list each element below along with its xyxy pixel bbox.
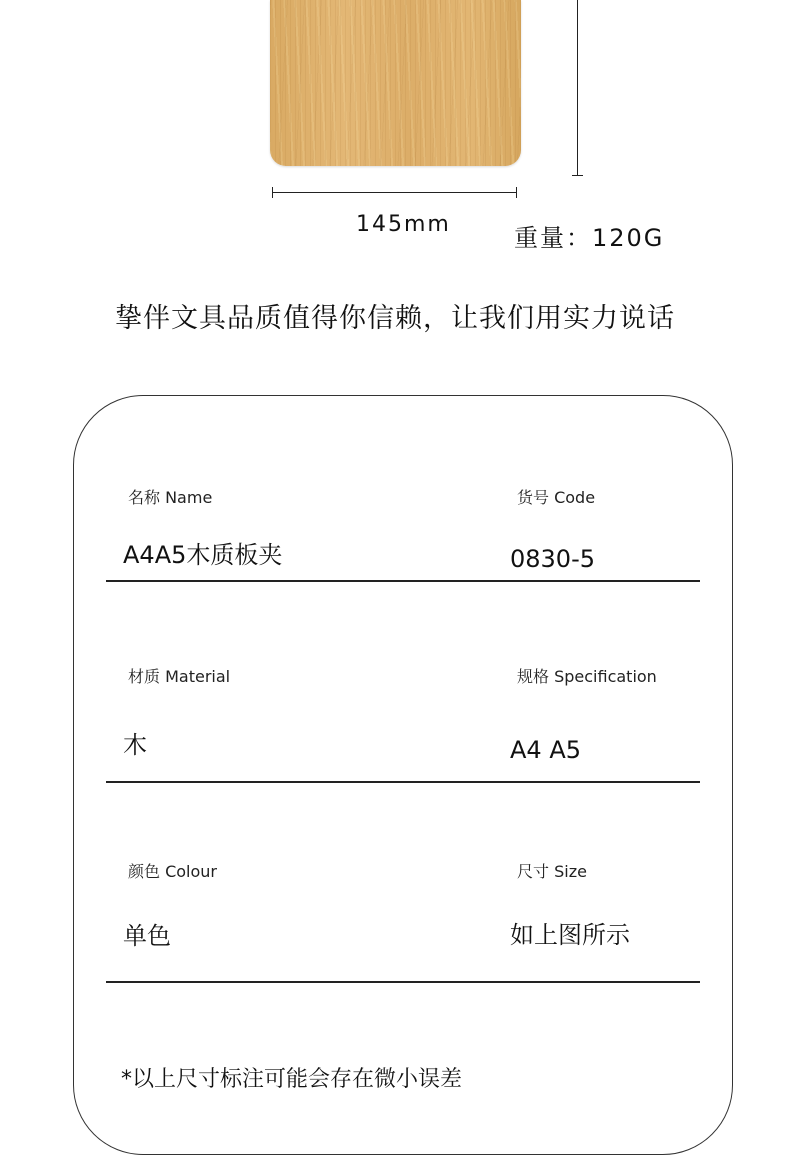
height-dimension-cap: [572, 175, 583, 176]
footnote: *以上尺寸标注可能会存在微小误差: [121, 1067, 463, 1092]
size-value: 如上图所示: [510, 921, 630, 949]
width-dimension-line: [272, 192, 517, 193]
size-label: 尺寸 Size: [517, 862, 587, 881]
specification-value: A4 A5: [510, 736, 582, 764]
material-label: 材质 Material: [128, 667, 231, 686]
name-label: 名称 Name: [128, 488, 213, 507]
colour-value: 单色: [123, 922, 171, 950]
specification-label: 规格 Specification: [517, 667, 657, 686]
name-value: A4A5木质板夹: [123, 541, 283, 569]
divider-2: [106, 781, 700, 783]
code-label: 货号 Code: [517, 488, 596, 507]
wooden-clipboard-image: [270, 0, 521, 166]
width-dimension-cap-right: [516, 187, 517, 198]
colour-label: 颜色 Colour: [128, 862, 218, 881]
weight-label: 重量：120G: [514, 224, 665, 252]
brand-slogan: 挚伴文具品质值得你信赖，让我们用实力说话: [115, 303, 675, 334]
width-label: 145mm: [356, 212, 451, 237]
code-value: 0830-5: [510, 545, 596, 573]
width-dimension-cap-left: [272, 187, 273, 198]
material-value: 木: [123, 731, 147, 759]
spec-card: [73, 395, 733, 1155]
divider-3: [106, 981, 700, 983]
height-dimension-line: [577, 0, 578, 176]
divider-1: [106, 580, 700, 582]
